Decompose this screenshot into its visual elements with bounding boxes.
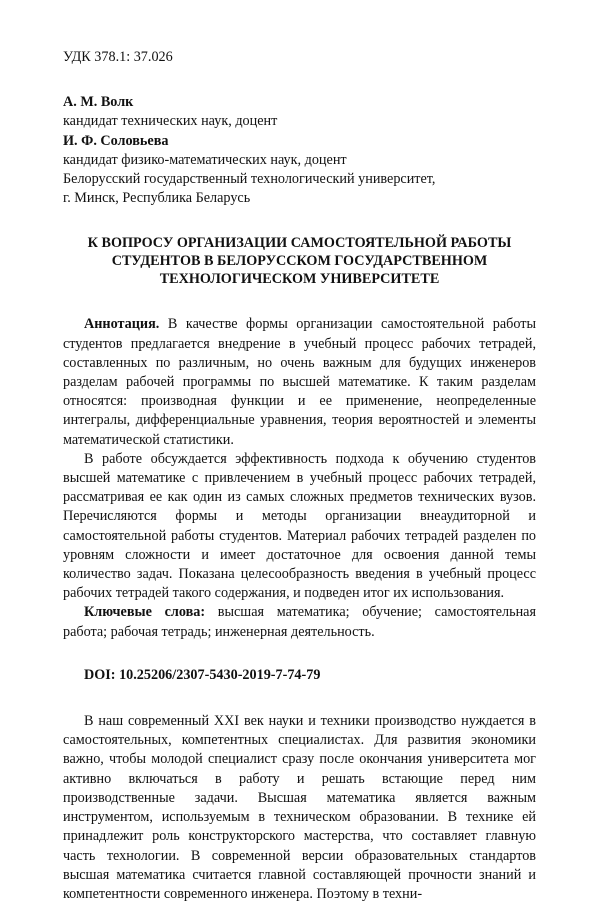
abstract-label: Аннотация. [84, 316, 160, 333]
doi-line: DOI: 10.25206/2307-5430-2019-7-74-79 [84, 666, 321, 683]
author-block [63, 93, 536, 208]
author-degree: кандидат физико-математических наук, доцент [63, 151, 347, 168]
affiliation-line: г. Минск, Республика Беларусь [63, 190, 251, 207]
author-name: И. Ф. Соловьева [63, 132, 169, 149]
title-line: ТЕХНОЛОГИЧЕСКОМ УНИВЕРСИТЕТЕ [159, 271, 440, 288]
article-title [63, 234, 536, 288]
body-paragraph: В наш современный XXI век науки и техники производство нуждается в самостоятельных, компетентных специалистах. Для развития экономики важно, чтобы молодой специалист сразу после окончания университета мог активно включаться в работу и решать встающие перед ним производственные задачи. Высшая математика является важным инструментом, используемым в техническом образовании. В технике ей принадлежит роль конструкторского мастерства, что составляет главную часть технологии. В современной версии образовательных стандартов высшая математика считается главной составляющей прочности знаний и компетентности современного инженера. Поэтому в техни- [63, 713, 536, 902]
keywords-label: Ключевые слова: [84, 604, 206, 621]
title-line: К ВОПРОСУ ОРГАНИЗАЦИИ САМОСТОЯТЕЛЬНОЙ РАБОТЫ [87, 235, 512, 252]
title-line: СТУДЕНТОВ В БЕЛОРУССКОМ ГОСУДАРСТВЕННОМ [111, 253, 488, 270]
author-name: А. М. Волк [63, 94, 134, 111]
affiliation-line: Белорусский государственный технологический университет, [63, 171, 436, 188]
abstract-paragraph: В работе обсуждается эффективность подхода к обучению студентов высшей математике с привлечением в учебный процесс рабочих тетрадей, рассматривая ее как один из самых сложных предметов технических вузов. Перечисляются формы и методы организации внеаудиторной и самостоятельной работы студентов. Материал рабочих тетрадей разделен по уровням сложности и имеет достаточное для освоения данной темы количество задач. Показана целесообразность введения в учебный процесс рабочих тетрадей такого содержания, и подведен итог их использования. [63, 450, 536, 602]
abstract-text: В качестве формы организации самостоятельной работы студентов предлагается внедрение в учебный процесс рабочих тетрадей, составленных по различным, но очень важным для будущих инженеров разделам рабочей программы по высшей математике. К таким разделам относятся: производная функции и ее применение, неопределенные интегралы, дифференциальные уравнения, теория вероятностей и элементы математической статистики. [63, 316, 536, 448]
author-degree: кандидат технических наук, доцент [63, 113, 278, 130]
abstract-paragraph [63, 315, 536, 449]
keywords-paragraph [63, 603, 536, 641]
udk-code: УДК 378.1: 37.026 [63, 49, 173, 65]
keywords-text: высшая математика; обучение; самостоятельная работа; рабочая тетрадь; инженерная деятельность. [63, 604, 537, 640]
